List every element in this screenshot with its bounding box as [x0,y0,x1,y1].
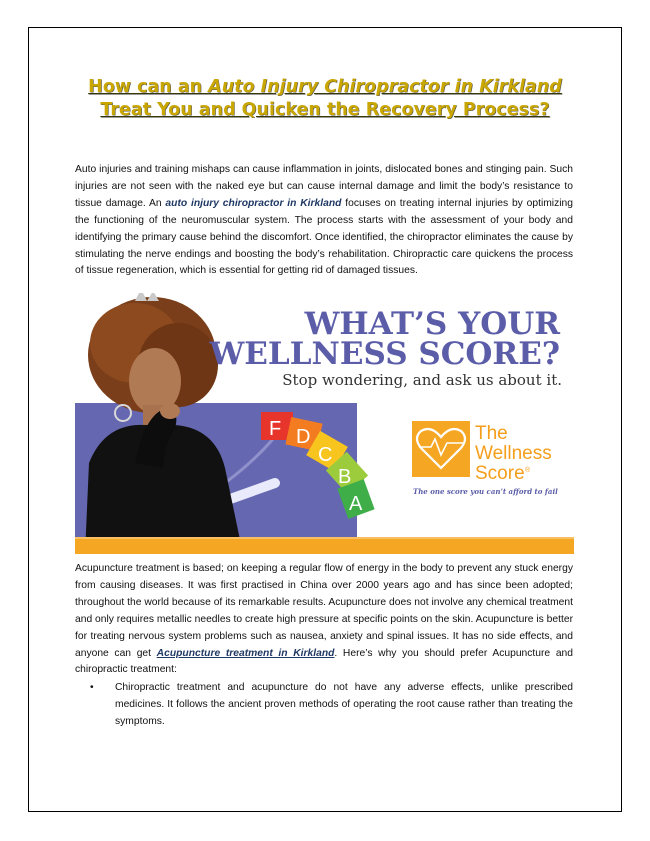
grade-label: B [338,466,352,488]
orange-footer-bar [75,537,574,554]
acupuncture-treatment-link[interactable]: Acupuncture treatment in Kirkland [156,647,335,659]
wellness-score-banner [75,293,574,554]
list-item: • Chiropractic treatment and acupuncture do not have any adverse effects, unlike prescribed medicines. It follows the ancient proven methods of operating the root cause rather than treating the symptoms. [90,682,573,727]
auto-injury-chiropractor-link[interactable]: auto injury chiropractor in Kirkland [165,197,342,209]
grade-label: A [349,493,363,515]
grade-label: F [269,418,282,440]
intro-paragraph: Auto injuries and training mishaps can cause inflammation in joints, dislocated bones and stinging pain. Such injuries are not seen with the naked eye but can cause internal damage and limit the body’s resistance to tissue damage. An auto injury chiropractor in Kirkland focuses on treating internal injuries by optimizing the functioning of the neuromuscular system. The process starts with the assessment of your body and identifying the primary cause behind the discomfort. Once identified, the chiropractor eliminates the cause by stimulating the nerve endings and boosting the body’s rehabilitation. Chiropractic care quickens the process of tissue regeneration, which is essential for getting rid of damaged tissues. [75,164,573,277]
grade-label: C [318,444,333,466]
grade-label: D [296,426,311,448]
brand-line-3: Score [475,463,525,484]
acupuncture-paragraph: Acupuncture treatment is based; on keeping a regular flow of energy in the body to prevent any stuck energy from causing diseases. It was first practised in China over 2000 years ago and has since been adopted; throughout the world because of its remarkable results. Acupuncture does not involve any chemical treatment and only requires metallic needles to create high pressure at specific points on the skin. Acupuncture is better for treating nervous system problems such as nausea, anxiety and spinal issues. It has no side effects, and anyone can get Acupuncture treatment in Kirkland. Here’s why you should prefer Acupuncture and chiropractic treatment: [75,563,573,676]
page-title: How can an Auto Injury Chiropractor in Kirkland Treat You and Quicken the Recovery Process? [88,77,562,120]
brand-tagline: The one score you can’t afford to fail [413,487,558,496]
banner-headline-2: WELLNESS SCORE? [209,336,560,372]
banner-headline-1: WHAT’S YOUR [304,306,560,342]
brand-registered-mark: ® [525,467,531,474]
brand-line-2: Wellness [475,443,552,464]
banner-subline: Stop wondering, and ask us about it. [282,371,562,389]
bullet-dot: • [90,682,94,693]
brand-line-1: The [475,423,508,444]
benefits-list [75,680,573,731]
